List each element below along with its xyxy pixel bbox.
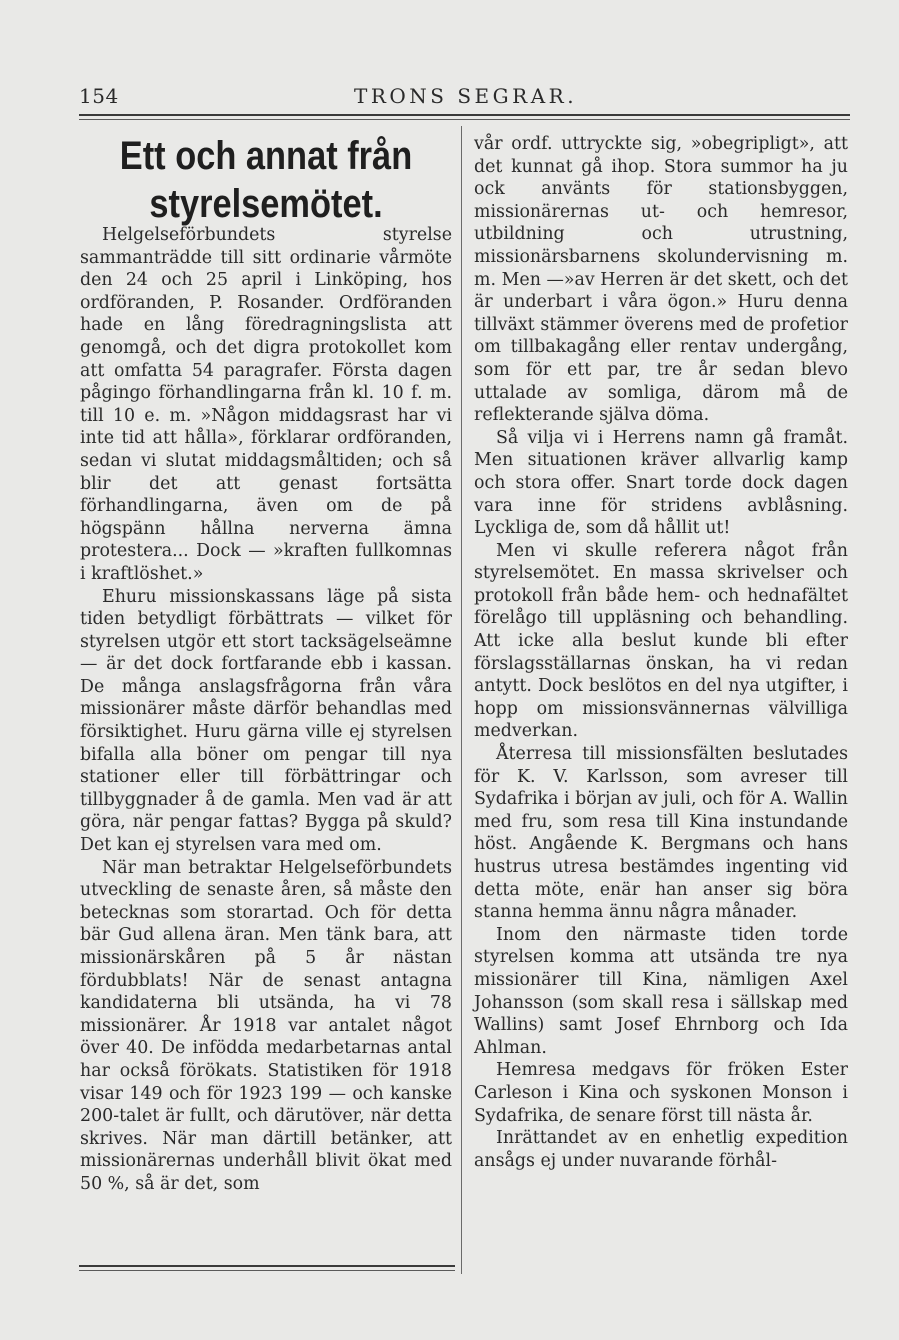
paragraph: Ehuru missionskassans läge på sista tiden betydligt förbättrats — vilket för styrelsen utgör ett stort tacksägelseämne — är det dock fortfarande ebb i kassan. De många anslagsfrågorna från våra missionärer måste därför behandlas med försiktighet. Huru gärna ville ej styrelsen bifalla alla böner om pengar till nya stationer eller till förbättringar och tillbyggnader å de gamla. Men vad är att göra, när pengar fattas? Bygga på skuld? Det kan ej styrelsen vara med om. bbox=[80, 586, 452, 856]
column-divider bbox=[461, 126, 462, 1274]
paragraph: Men vi skulle referera något från styrelsemötet. En massa skrivelser och protokoll från både hem- och hednafältet förelågo till uppläsning och behandling. Att icke alla beslut kunde bli efter förslagsställarnas önskan, ha vi redan antytt. Dock beslötos en del nya utgifter, i hopp om missionsvännernas välvilliga medverkan. bbox=[474, 540, 848, 742]
paragraph: vår ordf. uttryckte sig, »obegripligt», att det kunnat gå ihop. Stora summor ha ju ock använts för stationsbyggen, missionärernas ut- och hemresor, utbildning och utrustning, missionärsbarnens skolundervisning m. m. Men —»av Herren är det skett, och det är underbart i våra ögon.» Huru denna tillväxt stämmer överens med de profetior om tillbakagång eller rentav undergång, som för ett par, tre år sedan blevo uttalade av somliga, därom må de reflekterande själva döma. bbox=[474, 134, 848, 426]
paragraph: Inrättandet av en enhetlig expedition ansågs ej under nuvarande förhål- bbox=[474, 1128, 848, 1171]
article-title: Ett och annat från styrelsemötet. bbox=[119, 134, 413, 226]
paragraph: Återresa till missionsfälten beslutades för K. V. Karlsson, som avreser till Sydafrika i början av juli, och för A. Wallin med fru, som resa till Kina instundande höst. Angående K. Bergmans och hans hustrus utresa bestämdes ingenting vid detta möte, enär han anser sig böra stanna hemma ännu några månader. bbox=[474, 744, 848, 923]
footer-rule bbox=[79, 1265, 455, 1267]
right-column bbox=[474, 133, 848, 1172]
page-number: 154 bbox=[79, 84, 119, 108]
footer-rule-thin bbox=[79, 1270, 455, 1271]
running-title: TRONS SEGRAR. bbox=[354, 84, 578, 108]
paragraph: Helgelseförbundets styrelse sammanträdde till sitt ordinarie vårmöte den 24 och 25 april i Linköping, hos ordföranden, P. Rosander. Ordföranden hade en lång föredragningslista att genomgå, och det digra protokollet kom att omfatta 54 paragrafer. Första dagen pågingo förhandlingarna från kl. 10 f. m. till 10 e. m. »Någon middagsrast har vi inte tid att hålla», förklarar ordföranden, sedan vi slutat middagsmåltiden; och så blir det att genast fortsätta förhandlingarna, även om de på högspänn hållna nerverna ämna protestera... Dock — »kraften fullkomnas i kraftlöshet.» bbox=[80, 225, 452, 584]
header-rule-thin bbox=[79, 119, 850, 120]
paragraph: Så vilja vi i Herrens namn gå framåt. Men situationen kräver allvarlig kamp och stora offer. Snart torde dock dagen vara inne för stridens avblåsning. Lyckliga de, som då hållit ut! bbox=[474, 427, 848, 539]
paragraph: Hemresa medgavs för fröken Ester Carleson i Kina och syskonen Monson i Sydafrika, de senare först till nästa år. bbox=[474, 1060, 848, 1126]
paragraph: När man betraktar Helgelseförbundets utveckling de senaste åren, så måste den betecknas som storartad. Och för detta bär Gud allena äran. Men tänk bara, att missionärskåren på 5 år nästan fördubblats! När de senast antagna kandidaterna bli utsända, ha vi 78 missionärer. År 1918 var antalet något över 40. De infödda medarbetarnas antal har också förökats. Statistiken för 1918 visar 149 och för 1923 199 — och kanske 200-talet är fullt, och därutöver, när detta skrives. När man därtill betänker, att missionärernas underhåll blivit ökat med 50 %, så är det, som bbox=[80, 857, 452, 1194]
header-rule bbox=[79, 114, 850, 116]
left-column bbox=[80, 224, 452, 1196]
paragraph: Inom den närmaste tiden torde styrelsen komma att utsända tre nya missionärer till Kina, nämligen Axel Johansson (som skall resa i sällskap med Wallins) samt Josef Ehrnborg och Ida Ahlman. bbox=[474, 924, 848, 1058]
